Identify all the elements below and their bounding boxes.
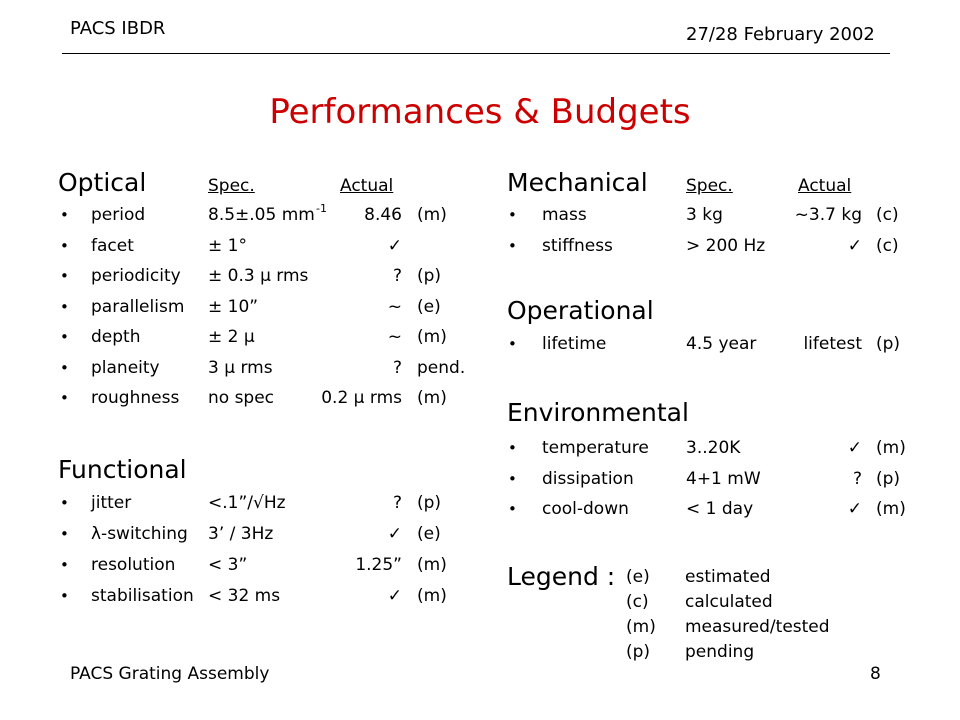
row-status: (p)	[876, 468, 901, 489]
row-spec: ± 0.3 µ rms	[208, 266, 309, 286]
bullet-icon: •	[60, 556, 69, 574]
spec-row	[0, 433, 960, 463]
header-date: 27/28 February 2002	[686, 24, 875, 45]
legend-meaning: estimated	[685, 567, 771, 587]
spec-row	[0, 261, 960, 291]
header-left: PACS IBDR	[70, 18, 166, 39]
row-actual: ?	[852, 468, 862, 489]
check-icon: ✓	[847, 499, 862, 519]
row-name: dissipation	[542, 468, 634, 489]
bullet-icon: •	[508, 439, 517, 457]
row-spec: 4.5 year	[686, 334, 757, 354]
row-actual: 0.2 µ rms	[321, 388, 402, 408]
bullet-icon: •	[60, 389, 69, 407]
row-status: (m)	[876, 499, 906, 519]
row-status: (p)	[417, 493, 442, 513]
row-name: λ-switching	[91, 524, 188, 544]
spec-column-header: Spec.	[208, 176, 255, 196]
row-spec: > 200 Hz	[686, 235, 766, 256]
bullet-icon: •	[60, 206, 69, 224]
spec-row	[0, 383, 960, 413]
row-name: period	[91, 205, 146, 225]
row-actual: ~3.7 kg	[794, 205, 862, 225]
legend-meaning: pending	[685, 642, 755, 662]
bullet-icon: •	[60, 236, 69, 255]
bullet-icon: •	[508, 469, 517, 488]
bullet-icon: •	[60, 297, 69, 316]
row-spec-superscript: -1	[316, 202, 327, 215]
legend-meaning: calculated	[685, 592, 773, 612]
row-name: stabilisation	[91, 586, 194, 606]
row-actual: ?	[392, 493, 402, 513]
check-icon: ✓	[387, 586, 402, 606]
bullet-icon: •	[60, 328, 69, 346]
row-name: mass	[542, 205, 587, 225]
row-spec: < 1 day	[686, 499, 754, 519]
slide-title: Performances & Budgets	[269, 92, 691, 132]
row-status: (c)	[876, 205, 899, 225]
bullet-icon: •	[508, 500, 517, 518]
bullet-icon: •	[508, 335, 517, 353]
row-name: lifetime	[542, 334, 607, 354]
row-status: (e)	[417, 524, 441, 544]
bullet-icon: •	[60, 587, 69, 605]
row-status: (p)	[417, 266, 442, 286]
row-status: (m)	[417, 327, 447, 347]
legend-heading: Legend :	[507, 562, 616, 591]
row-actual: lifetest	[803, 334, 862, 354]
section-heading-optical: Optical	[58, 168, 147, 197]
row-spec: 3 µ rms	[208, 357, 273, 378]
row-spec: ± 10”	[208, 296, 259, 317]
row-spec: <.1”/√Hz	[208, 493, 286, 513]
actual-column-header: Actual	[340, 176, 394, 196]
legend-code: (p)	[626, 642, 651, 662]
row-status: (m)	[417, 388, 447, 408]
row-name: roughness	[91, 388, 180, 408]
check-icon: ✓	[847, 438, 862, 458]
row-name: depth	[91, 327, 141, 347]
row-name: stiffness	[542, 235, 613, 256]
page-number: 8	[870, 664, 881, 684]
row-name: resolution	[91, 555, 176, 575]
row-actual: ?	[392, 266, 402, 286]
row-name: facet	[91, 235, 134, 256]
row-actual: ~	[387, 296, 402, 317]
row-status: (m)	[417, 586, 447, 606]
row-spec: < 32 ms	[208, 586, 281, 606]
spec-row	[0, 581, 960, 611]
bullet-icon: •	[60, 267, 69, 285]
row-actual: 8.46	[364, 205, 402, 225]
section-heading-environmental: Environmental	[507, 398, 689, 427]
row-name: jitter	[91, 493, 132, 513]
row-spec: 3..20K	[686, 438, 741, 458]
section-heading-functional: Functional	[58, 455, 187, 484]
actual-column-header-mechanical: Actual	[798, 176, 852, 196]
row-name: cool-down	[542, 499, 629, 519]
row-status: (m)	[876, 438, 906, 458]
spec-column-header-mechanical: Spec.	[686, 176, 733, 196]
row-name: temperature	[542, 438, 649, 458]
bullet-icon: •	[60, 494, 69, 512]
row-spec: no spec	[208, 388, 275, 408]
check-icon: ✓	[387, 524, 402, 544]
row-spec: 4+1 mW	[686, 468, 761, 489]
row-name: planeity	[91, 357, 160, 378]
row-status: pend.	[417, 357, 466, 378]
legend-code: (e)	[626, 567, 650, 587]
footer-title: PACS Grating Assembly	[70, 664, 270, 684]
row-spec: 3’ / 3Hz	[208, 524, 274, 544]
row-name: parallelism	[91, 296, 185, 317]
bullet-icon: •	[60, 358, 69, 377]
legend-code: (m)	[626, 617, 656, 637]
bullet-icon: •	[508, 206, 517, 224]
header-rule	[62, 53, 890, 54]
row-name: periodicity	[91, 266, 181, 286]
check-icon: ✓	[387, 235, 402, 256]
legend-code: (c)	[626, 592, 649, 612]
row-status: (c)	[876, 235, 899, 256]
bullet-icon: •	[508, 236, 517, 255]
section-heading-mechanical: Mechanical	[507, 168, 648, 197]
row-actual: ~	[387, 327, 402, 347]
row-spec: 8.5±.05 mm	[208, 205, 315, 225]
row-actual: ?	[392, 357, 402, 378]
row-status: (e)	[417, 296, 441, 317]
legend-meaning: measured/tested	[685, 617, 830, 637]
row-spec: ± 2 µ	[208, 327, 255, 347]
row-status: (m)	[417, 205, 447, 225]
spec-row	[0, 292, 960, 322]
bullet-icon: •	[60, 525, 69, 543]
row-spec: ± 1°	[208, 235, 247, 256]
spec-row	[0, 464, 960, 494]
check-icon: ✓	[847, 235, 862, 256]
spec-row	[0, 329, 960, 359]
section-heading-operational: Operational	[507, 296, 654, 325]
row-actual: 1.25”	[355, 555, 402, 575]
row-spec: < 3”	[208, 555, 248, 575]
spec-row	[0, 494, 960, 524]
row-status: (p)	[876, 334, 901, 354]
spec-row	[0, 200, 960, 230]
row-status: (m)	[417, 555, 447, 575]
row-spec: 3 kg	[686, 205, 723, 225]
spec-row	[0, 550, 960, 580]
spec-row	[0, 231, 960, 261]
